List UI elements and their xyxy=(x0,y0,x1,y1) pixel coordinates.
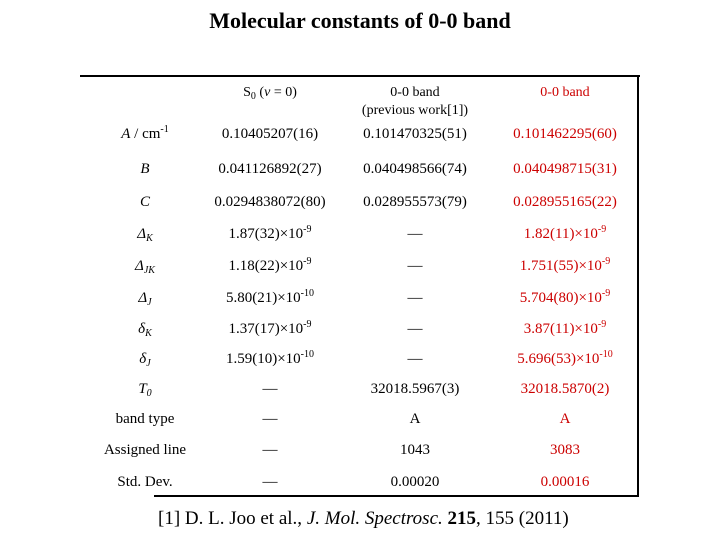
cell-s0: $1.37(17)\times 10^{-9}$ xyxy=(228,319,312,337)
cell-s0: — xyxy=(262,381,278,397)
row-label: $\Delta_K$ xyxy=(137,226,153,244)
cell-previous: — xyxy=(407,226,423,242)
row-label: $T_0$ xyxy=(138,381,152,399)
row-label: $\delta_K$ xyxy=(138,321,152,339)
cell-previous: 0.040498566(74) xyxy=(363,161,467,177)
cell-current: $3.87(11)\times 10^{-9}$ xyxy=(523,319,607,337)
cell-s0: — xyxy=(262,411,278,427)
cell-s0: $5.80(21)\times 10^{-10}$ xyxy=(225,288,315,306)
row-label: $\Delta_{JK}$ xyxy=(135,258,155,276)
cell-previous: 32018.5967(3) xyxy=(370,381,460,397)
cell-current: $5.704(80)\times 10^{-9}$ xyxy=(519,288,611,306)
cell-previous: — xyxy=(407,290,423,306)
cell-current: 3083 xyxy=(550,442,580,458)
row-label: $\Delta_J$ xyxy=(138,290,152,308)
cell-current: 0.028955165(22) xyxy=(513,194,617,210)
cell-s0: $1.18(22)\times 10^{-9}$ xyxy=(228,256,312,274)
cell-current: 32018.5870(2) xyxy=(520,381,610,397)
row-label: $\delta_J$ xyxy=(139,351,151,369)
reference-footnote: [1] D. L. Joo et al., J. Mol. Spectrosc. 215, 155 (2011) xyxy=(158,508,569,529)
row-label: band type xyxy=(115,411,175,427)
cell-current: $1.751(55)\times 10^{-9}$ xyxy=(519,256,611,274)
cell-current: $5.696(53)\times 10^{-10}$ xyxy=(517,349,613,367)
cell-previous: — xyxy=(407,351,423,367)
row-label: B xyxy=(140,161,150,177)
cell-previous: 0.028955573(79) xyxy=(363,194,467,210)
cell-s0: $1.87(32)\times 10^{-9}$ xyxy=(228,224,312,242)
table-top-rule xyxy=(80,75,640,77)
column-header-s0: $S_0$ (v = 0) xyxy=(243,85,297,102)
cell-current: $1.82(11)\times 10^{-9}$ xyxy=(523,224,607,242)
row-label: C xyxy=(139,194,150,210)
cell-previous: — xyxy=(407,321,423,337)
cell-current: 0.101462295(60) xyxy=(513,126,617,142)
row-label: Std. Dev. xyxy=(117,474,173,490)
cell-s0: 0.0294838072(80) xyxy=(214,194,326,210)
table-bottom-rule xyxy=(154,495,639,497)
cell-previous: 0.00020 xyxy=(390,474,440,490)
row-label: Assigned line xyxy=(103,442,187,458)
row-label: A / $cm^{-1}$ xyxy=(121,124,169,142)
column-header-previous: 0-0 band (previous work[1]) xyxy=(361,85,469,118)
page-title: Molecular constants of 0-0 band xyxy=(209,8,511,33)
cell-s0: 0.041126892(27) xyxy=(218,161,322,177)
cell-current: 0.00016 xyxy=(540,474,590,490)
cell-s0: $1.59(10)\times 10^{-10}$ xyxy=(225,349,315,367)
cell-s0: — xyxy=(262,442,278,458)
table-right-border xyxy=(637,75,639,497)
cell-current: 0.040498715(31) xyxy=(513,161,617,177)
column-header-current: 0-0 band xyxy=(540,85,590,100)
cell-previous: A xyxy=(409,411,421,427)
cell-s0: — xyxy=(262,474,278,490)
cell-s0: 0.10405207(16) xyxy=(221,126,319,142)
cell-previous: — xyxy=(407,258,423,274)
cell-current: A xyxy=(559,411,571,427)
cell-previous: 1043 xyxy=(400,442,430,458)
cell-previous: 0.101470325(51) xyxy=(363,126,467,142)
